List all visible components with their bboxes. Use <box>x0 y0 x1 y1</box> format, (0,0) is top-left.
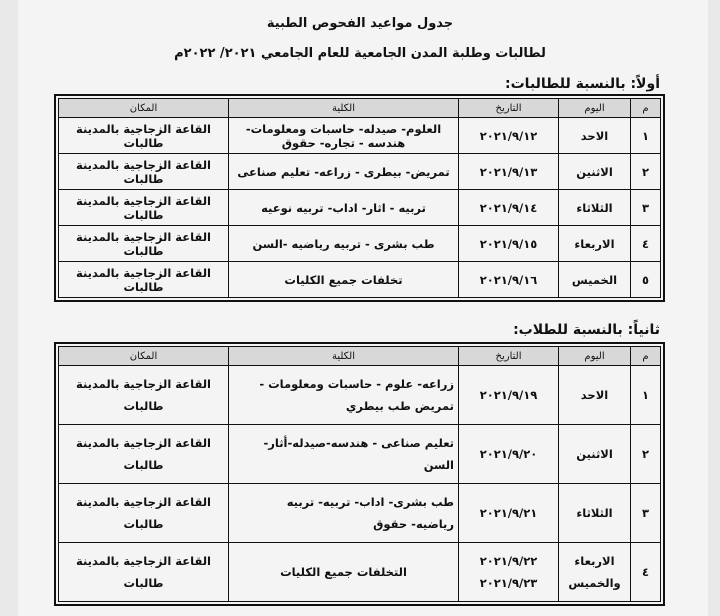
row-num: ١ <box>631 118 661 154</box>
row-day: الاربعاء <box>559 226 631 262</box>
place-line: طالبات <box>123 399 164 413</box>
row-num: ٤ <box>631 226 661 262</box>
row-day: الثلاثاء <box>559 484 631 543</box>
row-faculty: تخلفات جميع الكليات <box>229 262 459 298</box>
row-date: ٢٠٢١/٩/١٤ <box>459 190 559 226</box>
faculty-line: تعليم صناعى - هندسه-صيدله-أثار- <box>263 436 454 450</box>
row-date: ٢٠٢١/٩/١٢ <box>459 118 559 154</box>
date-line: ٢٠٢١/٩/٢٣ <box>479 576 538 590</box>
row-faculty <box>229 366 459 425</box>
place-line: طالبات <box>123 279 164 294</box>
row-faculty: التخلفات جميع الكليات <box>229 543 459 602</box>
table-row <box>59 154 661 190</box>
place-line: القاعة الزجاجية بالمدينة <box>76 265 211 280</box>
header-num: م <box>631 347 661 366</box>
row-day: الاربعاء والخميس <box>559 543 631 602</box>
place-line: طالبات <box>123 517 164 531</box>
header-day: اليوم <box>559 347 631 366</box>
row-date: ٢٠٢١/٩/٢٠ <box>459 425 559 484</box>
row-day: الثلاثاء <box>559 190 631 226</box>
row-faculty: طب بشرى - تربيه رياضيه -السن <box>229 226 459 262</box>
faculty-line: السن <box>423 458 454 472</box>
place-line: القاعة الزجاجية بالمدينة <box>76 554 211 568</box>
place-line: القاعة الزجاجية بالمدينة <box>76 495 211 509</box>
row-faculty <box>229 118 459 154</box>
row-day: الاحد <box>559 118 631 154</box>
row-date: ٢٠٢١/٩/١٣ <box>459 154 559 190</box>
row-num: ٢ <box>631 425 661 484</box>
row-faculty <box>229 484 459 543</box>
row-place <box>59 262 229 298</box>
table-header-row <box>59 347 661 366</box>
row-faculty <box>229 425 459 484</box>
row-date: ٢٠٢١/٩/١٥ <box>459 226 559 262</box>
faculty-line: رياضيه- حقوق <box>373 517 454 531</box>
table-row <box>59 366 661 425</box>
place-line: طالبات <box>123 171 164 186</box>
row-num: ١ <box>631 366 661 425</box>
table-row <box>59 190 661 226</box>
header-faculty: الكلية <box>229 99 459 118</box>
row-place <box>59 190 229 226</box>
row-faculty: تربيه - اثار- اداب- تربيه نوعيه <box>229 190 459 226</box>
row-day: الاثنين <box>559 425 631 484</box>
faculty-line: تمريض طب بيطري <box>345 399 454 413</box>
place-line: القاعة الزجاجية بالمدينة <box>76 193 211 208</box>
place-line: القاعة الزجاجية بالمدينة <box>76 377 211 391</box>
row-num: ٣ <box>631 484 661 543</box>
female-schedule-table <box>58 98 661 298</box>
place-line: القاعة الزجاجية بالمدينة <box>76 157 211 172</box>
row-place <box>59 118 229 154</box>
place-line: طالبات <box>123 135 164 150</box>
table-row <box>59 484 661 543</box>
place-line: طالبات <box>123 243 164 258</box>
row-day: الاحد <box>559 366 631 425</box>
place-line: طالبات <box>123 207 164 222</box>
row-place <box>59 484 229 543</box>
place-line: طالبات <box>123 458 164 472</box>
date-line: ٢٠٢١/٩/٢٢ <box>479 554 538 568</box>
faculty-line: العلوم- صيدله- حاسبات ومعلومات- <box>245 121 442 136</box>
row-date <box>459 543 559 602</box>
table-header-row <box>59 99 661 118</box>
header-date: التاريخ <box>459 99 559 118</box>
place-line: القاعة الزجاجية بالمدينة <box>76 121 211 136</box>
table-row <box>59 226 661 262</box>
row-place <box>59 543 229 602</box>
header-faculty: الكلية <box>229 347 459 366</box>
row-day: الخميس <box>559 262 631 298</box>
section2-title: ثانياً: بالنسبة للطلاب: <box>513 322 660 338</box>
row-place <box>59 154 229 190</box>
document-title: جدول مواعيد الفحوص الطبية <box>266 16 454 31</box>
row-num: ٥ <box>631 262 661 298</box>
document-subtitle: لطالبات وطلبة المدن الجامعية للعام الجامعي ٢٠٢١/ ٢٠٢٢م <box>174 46 546 61</box>
row-num: ٤ <box>631 543 661 602</box>
table-row <box>59 118 661 154</box>
row-place <box>59 366 229 425</box>
row-place <box>59 425 229 484</box>
row-faculty: تمريض- بيطرى - زراعه- تعليم صناعى <box>229 154 459 190</box>
row-date: ٢٠٢١/٩/٢١ <box>459 484 559 543</box>
row-date: ٢٠٢١/٩/١٩ <box>459 366 559 425</box>
faculty-line: هندسه - تجاره- حقوق <box>281 135 406 150</box>
header-day: اليوم <box>559 99 631 118</box>
row-place <box>59 226 229 262</box>
place-line: القاعة الزجاجية بالمدينة <box>76 229 211 244</box>
faculty-line: طب بشرى- اداب- تربيه- تربيه <box>286 495 454 509</box>
table-row <box>59 543 661 602</box>
header-date: التاريخ <box>459 347 559 366</box>
row-day: الاثنين <box>559 154 631 190</box>
row-num: ٣ <box>631 190 661 226</box>
header-place: المكان <box>59 347 229 366</box>
table-row <box>59 262 661 298</box>
row-date: ٢٠٢١/٩/١٦ <box>459 262 559 298</box>
place-line: طالبات <box>123 576 164 590</box>
table-row <box>59 425 661 484</box>
row-num: ٢ <box>631 154 661 190</box>
faculty-line: زراعه- علوم - حاسبات ومعلومات - <box>259 377 454 391</box>
header-num: م <box>631 99 661 118</box>
place-line: القاعة الزجاجية بالمدينة <box>76 436 211 450</box>
section1-title: أولاً: بالنسبة للطالبات: <box>505 76 660 92</box>
header-place: المكان <box>59 99 229 118</box>
male-schedule-table <box>58 346 661 602</box>
